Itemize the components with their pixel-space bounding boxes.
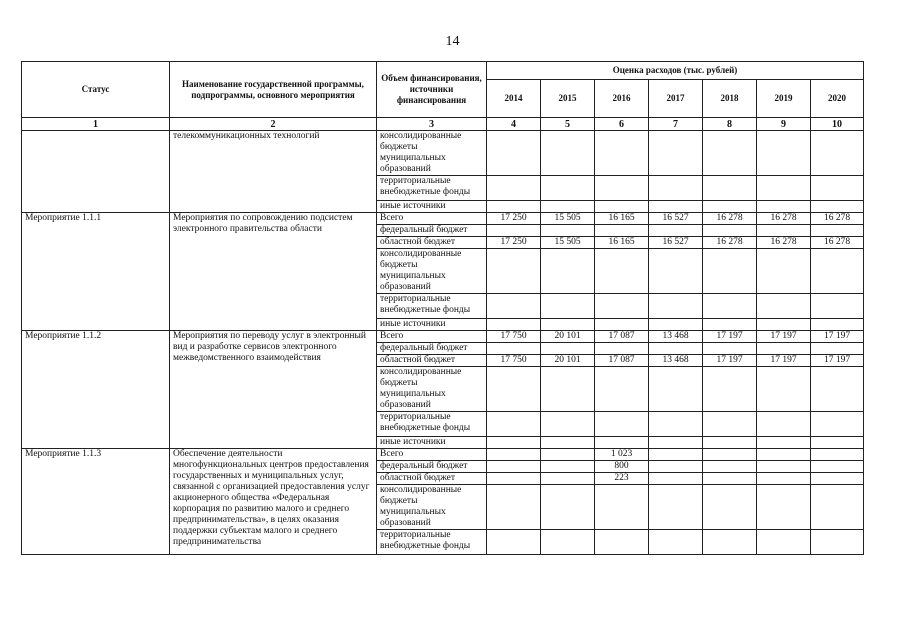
- row-value: 223: [595, 473, 649, 485]
- column-index: 1: [22, 118, 170, 131]
- row-funding-source: иные источники: [377, 201, 487, 213]
- row-value: [649, 249, 703, 294]
- table-row: [22, 449, 864, 461]
- row-funding-source: территориальные внебюджетные фонды: [377, 176, 487, 201]
- row-value: [541, 176, 595, 201]
- row-value: [649, 449, 703, 461]
- row-value: [703, 473, 757, 485]
- header-year: 2016: [595, 80, 649, 118]
- row-program-name: Обеспечение деятельности многофункциональных центров предоставления государственных и муниципальных услуг, связанной с организацией предоставления услуг акционерного общества «Федеральная корпорация по развитию малого и среднего предпринимательства», в целях оказания поддержки субъектам малого и среднего предпринимательства: [170, 449, 377, 555]
- row-value: [487, 485, 541, 530]
- row-value: [649, 412, 703, 437]
- row-value: [649, 131, 703, 176]
- header-year: 2015: [541, 80, 595, 118]
- row-status: Мероприятие 1.1.2: [22, 331, 170, 449]
- row-funding-source: федеральный бюджет: [377, 461, 487, 473]
- header-source: Объем финансирования, источники финансирования: [377, 62, 487, 118]
- row-value: 17 197: [757, 355, 811, 367]
- row-value: [649, 225, 703, 237]
- row-value: [811, 412, 864, 437]
- row-value: 16 278: [811, 213, 864, 225]
- row-funding-source: территориальные внебюджетные фонды: [377, 294, 487, 319]
- row-value: [757, 225, 811, 237]
- row-value: 15 505: [541, 213, 595, 225]
- row-value: [541, 437, 595, 449]
- row-value: [595, 530, 649, 555]
- row-value: [487, 473, 541, 485]
- expenditure-table: [21, 61, 864, 555]
- row-value: 17 087: [595, 355, 649, 367]
- row-program-name: Мероприятия по сопровождению подсистем электронного правительства области: [170, 213, 377, 331]
- row-value: [757, 485, 811, 530]
- row-value: [541, 294, 595, 319]
- row-value: [541, 343, 595, 355]
- row-value: [541, 485, 595, 530]
- row-value: [649, 176, 703, 201]
- row-value: [703, 530, 757, 555]
- row-status: Мероприятие 1.1.3: [22, 449, 170, 555]
- row-program-name: телекоммуникационных технологий: [170, 131, 377, 213]
- row-funding-source: областной бюджет: [377, 355, 487, 367]
- row-value: [487, 249, 541, 294]
- column-index: 8: [703, 118, 757, 131]
- page-number: 14: [445, 34, 460, 49]
- row-value: [811, 461, 864, 473]
- row-value: 800: [595, 461, 649, 473]
- row-value: [649, 367, 703, 412]
- row-value: [757, 449, 811, 461]
- header-year: 2019: [757, 80, 811, 118]
- table-row: [22, 213, 864, 225]
- row-value: 15 505: [541, 237, 595, 249]
- row-funding-source: консолидированные бюджеты муниципальных образований: [377, 249, 487, 294]
- row-value: [757, 319, 811, 331]
- row-value: [649, 294, 703, 319]
- row-status: [22, 131, 170, 213]
- row-value: [541, 201, 595, 213]
- row-value: [541, 530, 595, 555]
- row-value: 17 197: [703, 331, 757, 343]
- row-value: [541, 449, 595, 461]
- column-index: 6: [595, 118, 649, 131]
- row-value: [541, 473, 595, 485]
- row-funding-source: консолидированные бюджеты муниципальных образований: [377, 131, 487, 176]
- column-index: 2: [170, 118, 377, 131]
- row-value: [487, 530, 541, 555]
- row-value: [595, 176, 649, 201]
- row-value: 17 197: [757, 331, 811, 343]
- row-value: [541, 412, 595, 437]
- row-value: [811, 319, 864, 331]
- row-value: [649, 319, 703, 331]
- row-value: [703, 367, 757, 412]
- row-value: [757, 530, 811, 555]
- row-value: [487, 461, 541, 473]
- row-value: [703, 412, 757, 437]
- column-index: 9: [757, 118, 811, 131]
- row-value: [595, 201, 649, 213]
- row-value: [595, 367, 649, 412]
- row-value: [703, 131, 757, 176]
- row-value: [541, 249, 595, 294]
- row-status: Мероприятие 1.1.1: [22, 213, 170, 331]
- row-value: [487, 412, 541, 437]
- row-value: [487, 437, 541, 449]
- row-value: [757, 437, 811, 449]
- column-index: 3: [377, 118, 487, 131]
- row-value: [703, 485, 757, 530]
- row-value: [757, 294, 811, 319]
- row-value: 16 165: [595, 213, 649, 225]
- row-value: 16 278: [703, 237, 757, 249]
- row-value: [487, 449, 541, 461]
- header-name: Наименование государственной программы, подпрограммы, основного мероприятия: [170, 62, 377, 118]
- row-value: [757, 176, 811, 201]
- row-value: [595, 412, 649, 437]
- row-value: 17 250: [487, 237, 541, 249]
- row-value: [703, 319, 757, 331]
- row-value: [811, 530, 864, 555]
- row-funding-source: Всего: [377, 331, 487, 343]
- row-funding-source: Всего: [377, 213, 487, 225]
- row-funding-source: Всего: [377, 449, 487, 461]
- row-value: [757, 201, 811, 213]
- row-value: [649, 530, 703, 555]
- row-value: [595, 343, 649, 355]
- row-value: [541, 225, 595, 237]
- header-year: 2018: [703, 80, 757, 118]
- row-value: [649, 473, 703, 485]
- row-value: 16 527: [649, 213, 703, 225]
- row-funding-source: областной бюджет: [377, 473, 487, 485]
- row-value: [487, 367, 541, 412]
- column-index: 4: [487, 118, 541, 131]
- header-estimate: Оценка расходов (тыс. рублей): [487, 62, 864, 80]
- row-value: [487, 294, 541, 319]
- row-funding-source: территориальные внебюджетные фонды: [377, 412, 487, 437]
- row-value: [811, 249, 864, 294]
- row-value: 16 278: [811, 237, 864, 249]
- row-value: [595, 294, 649, 319]
- row-value: [595, 131, 649, 176]
- row-value: [541, 319, 595, 331]
- row-program-name: Мероприятия по переводу услуг в электронный вид и разработке сервисов электронного межведомственного взаимодействия: [170, 331, 377, 449]
- header-year: 2020: [811, 80, 864, 118]
- row-value: [541, 131, 595, 176]
- row-value: [757, 249, 811, 294]
- row-value: [757, 473, 811, 485]
- column-index: 10: [811, 118, 864, 131]
- row-funding-source: консолидированные бюджеты муниципальных образований: [377, 367, 487, 412]
- row-value: [757, 343, 811, 355]
- row-funding-source: иные источники: [377, 437, 487, 449]
- row-value: [811, 176, 864, 201]
- row-value: 20 101: [541, 331, 595, 343]
- row-value: 17 197: [703, 355, 757, 367]
- row-value: [487, 176, 541, 201]
- row-value: 13 468: [649, 355, 703, 367]
- row-value: [487, 225, 541, 237]
- row-value: 17 750: [487, 355, 541, 367]
- row-value: [703, 201, 757, 213]
- row-value: [811, 473, 864, 485]
- row-value: [811, 449, 864, 461]
- row-value: [757, 461, 811, 473]
- row-value: [649, 485, 703, 530]
- row-value: [487, 131, 541, 176]
- row-funding-source: федеральный бюджет: [377, 225, 487, 237]
- row-value: [757, 131, 811, 176]
- column-index: 5: [541, 118, 595, 131]
- row-value: [811, 201, 864, 213]
- header-year: 2014: [487, 80, 541, 118]
- row-funding-source: иные источники: [377, 319, 487, 331]
- row-value: 17 750: [487, 331, 541, 343]
- row-value: 17 197: [811, 331, 864, 343]
- header-year: 2017: [649, 80, 703, 118]
- row-funding-source: областной бюджет: [377, 237, 487, 249]
- row-value: [811, 343, 864, 355]
- row-value: 20 101: [541, 355, 595, 367]
- row-value: 16 165: [595, 237, 649, 249]
- row-value: [487, 343, 541, 355]
- row-value: [541, 461, 595, 473]
- row-value: [595, 249, 649, 294]
- row-value: [703, 449, 757, 461]
- row-value: [811, 437, 864, 449]
- row-value: [595, 437, 649, 449]
- row-value: [703, 225, 757, 237]
- row-value: [811, 225, 864, 237]
- row-value: 17 197: [811, 355, 864, 367]
- column-index: 7: [649, 118, 703, 131]
- row-value: 1 023: [595, 449, 649, 461]
- row-value: [757, 367, 811, 412]
- row-value: [703, 249, 757, 294]
- row-value: 17 250: [487, 213, 541, 225]
- row-value: [703, 294, 757, 319]
- row-value: [595, 319, 649, 331]
- row-value: [757, 412, 811, 437]
- header-status: Статус: [22, 62, 170, 118]
- row-value: [811, 294, 864, 319]
- row-value: [649, 437, 703, 449]
- row-value: [703, 437, 757, 449]
- row-value: [811, 131, 864, 176]
- row-value: [811, 485, 864, 530]
- row-value: 16 527: [649, 237, 703, 249]
- row-value: [649, 461, 703, 473]
- row-funding-source: территориальные внебюджетные фонды: [377, 530, 487, 555]
- row-value: [595, 485, 649, 530]
- table-row: [22, 331, 864, 343]
- row-value: [541, 367, 595, 412]
- row-value: 16 278: [757, 213, 811, 225]
- row-value: [595, 225, 649, 237]
- row-value: [649, 201, 703, 213]
- row-value: [811, 367, 864, 412]
- row-value: 13 468: [649, 331, 703, 343]
- row-value: 16 278: [757, 237, 811, 249]
- row-funding-source: консолидированные бюджеты муниципальных образований: [377, 485, 487, 530]
- row-value: [703, 176, 757, 201]
- row-value: [703, 461, 757, 473]
- row-value: 17 087: [595, 331, 649, 343]
- table-row: [22, 131, 864, 176]
- row-value: [487, 319, 541, 331]
- row-value: [703, 343, 757, 355]
- row-value: [487, 201, 541, 213]
- row-value: 16 278: [703, 213, 757, 225]
- row-value: [649, 343, 703, 355]
- row-funding-source: федеральный бюджет: [377, 343, 487, 355]
